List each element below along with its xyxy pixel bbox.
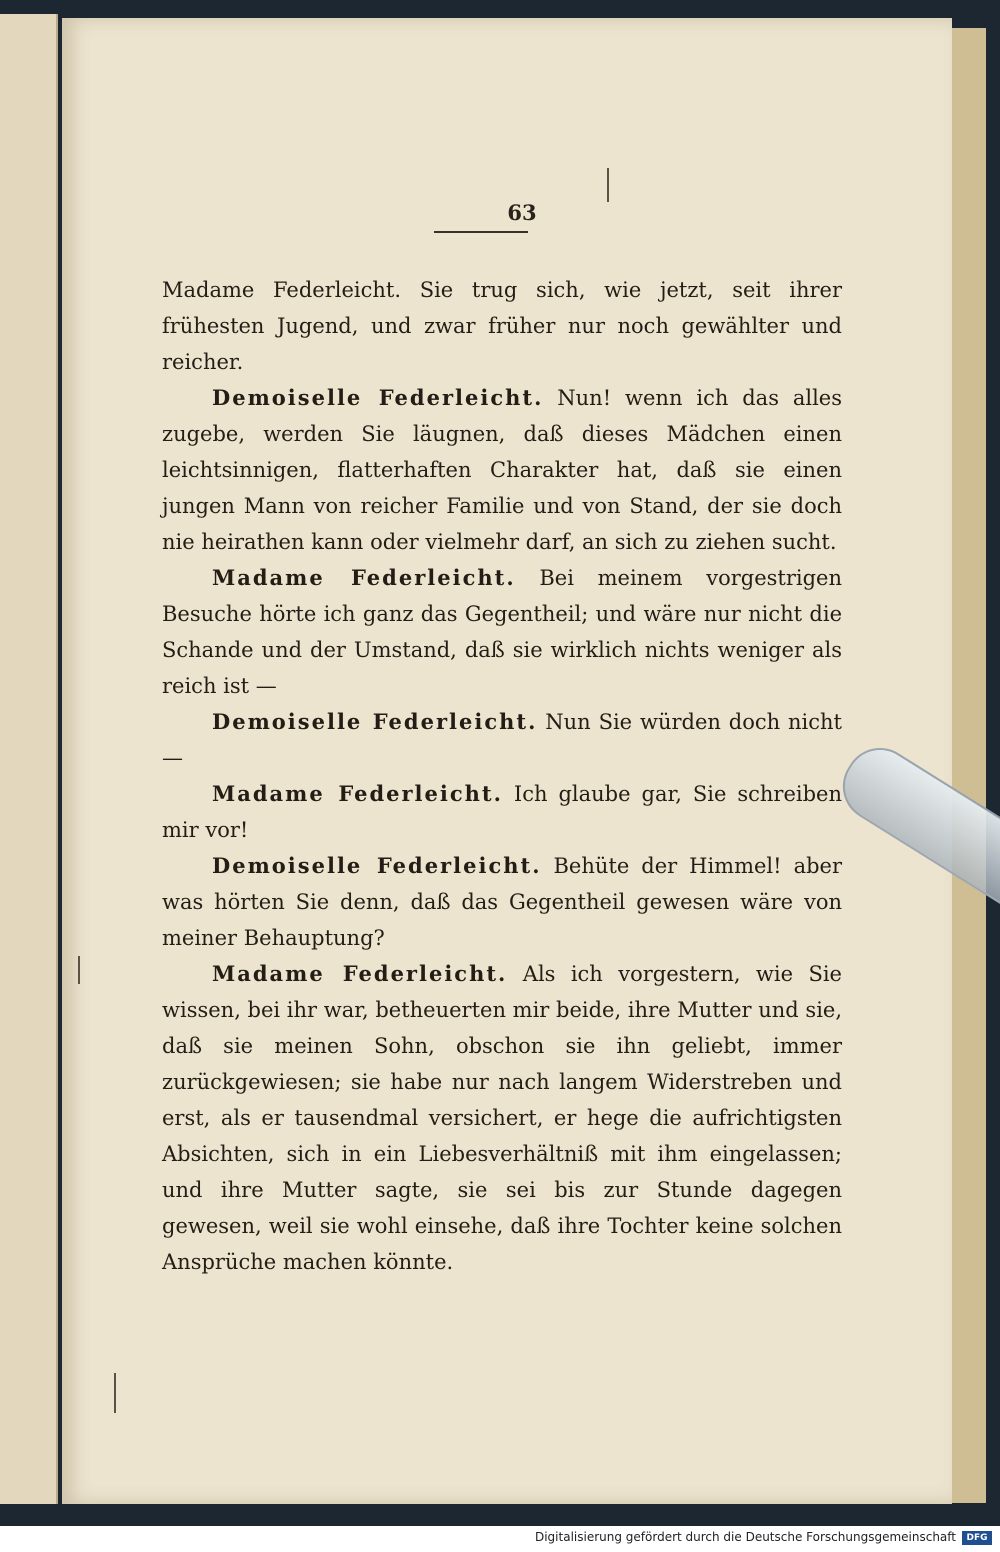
speaker-name: Demoiselle Federleicht. [212, 853, 542, 878]
pencil-mark [78, 956, 80, 984]
book-page [62, 18, 952, 1504]
page-number-rule [434, 231, 528, 233]
page-text [162, 272, 842, 1280]
paragraph [162, 704, 842, 776]
footer-credit: Digitalisierung gefördert durch die Deutsche Forschungsgemeinschaft [534, 1530, 956, 1544]
speaker-name: Demoiselle Federleicht. [212, 385, 544, 410]
paragraph-text: Nun! wenn ich das alles zugebe, werden Sie läugnen, daß dieses Mädchen einen leichtsinnigen, flatterhaften Charakter hat, daß sie einen jungen Mann von reicher Familie und von Stand, der sie doch nie heirathen kann oder vielmehr darf, an sich zu ziehen sucht. [162, 386, 843, 554]
paragraph-text: Madame Federleicht. Sie trug sich, wie jetzt, seit ihrer frühesten Jugend, und zwar früher nur noch gewählter und reicher. [162, 278, 842, 374]
pencil-mark [607, 168, 609, 202]
paragraph-text: Als ich vorgestern, wie Sie wissen, bei ihr war, betheuerten mir beide, ihre Mutter und sie, daß sie meinen Sohn, obschon sie ihn geliebt, immer zurückgewiesen; sie habe nur nach langem Widerstreben und erst, als er tausendmal versichert, er hege die aufrichtigsten Absichten, sich in ein Liebesverhältniß mit ihm eingelassen; und ihre Mutter sagte, sie sei bis zur Stunde dagegen gewesen, weil sie wohl einsehe, daß ihre Tochter keine solchen Ansprüche machen könnte. [162, 962, 843, 1274]
paragraph-text: Ich glaube gar, Sie schreiben mir vor! [162, 782, 842, 842]
paragraph-text: Nun Sie würden doch nicht — [162, 710, 842, 770]
paragraph [162, 848, 842, 956]
paragraph [162, 956, 842, 1280]
paragraph-text: Behüte der Himmel! aber was hörten Sie denn, daß das Gegentheil gewesen wäre von meiner Behauptung? [162, 854, 842, 950]
left-page-edge [0, 14, 58, 1504]
paragraph [162, 560, 842, 704]
digitization-footer [0, 1526, 1000, 1552]
dfg-logo-icon: DFG [962, 1531, 992, 1545]
paragraph-text: Bei meinem vorgestrigen Besuche hörte ich ganz das Gegentheil; und wäre nur nicht die Schande und der Umstand, daß sie wirklich nichts weniger als reich ist — [162, 566, 842, 698]
speaker-name: Madame Federleicht. [212, 565, 516, 590]
speaker-name: Madame Federleicht. [212, 781, 503, 806]
paragraph [162, 380, 842, 560]
paragraph [162, 272, 842, 380]
speaker-name: Madame Federleicht. [212, 961, 508, 986]
pencil-mark [114, 1373, 116, 1413]
page-number: 63 [507, 200, 537, 225]
paragraph [162, 776, 842, 848]
speaker-name: Demoiselle Federleicht. [212, 709, 538, 734]
